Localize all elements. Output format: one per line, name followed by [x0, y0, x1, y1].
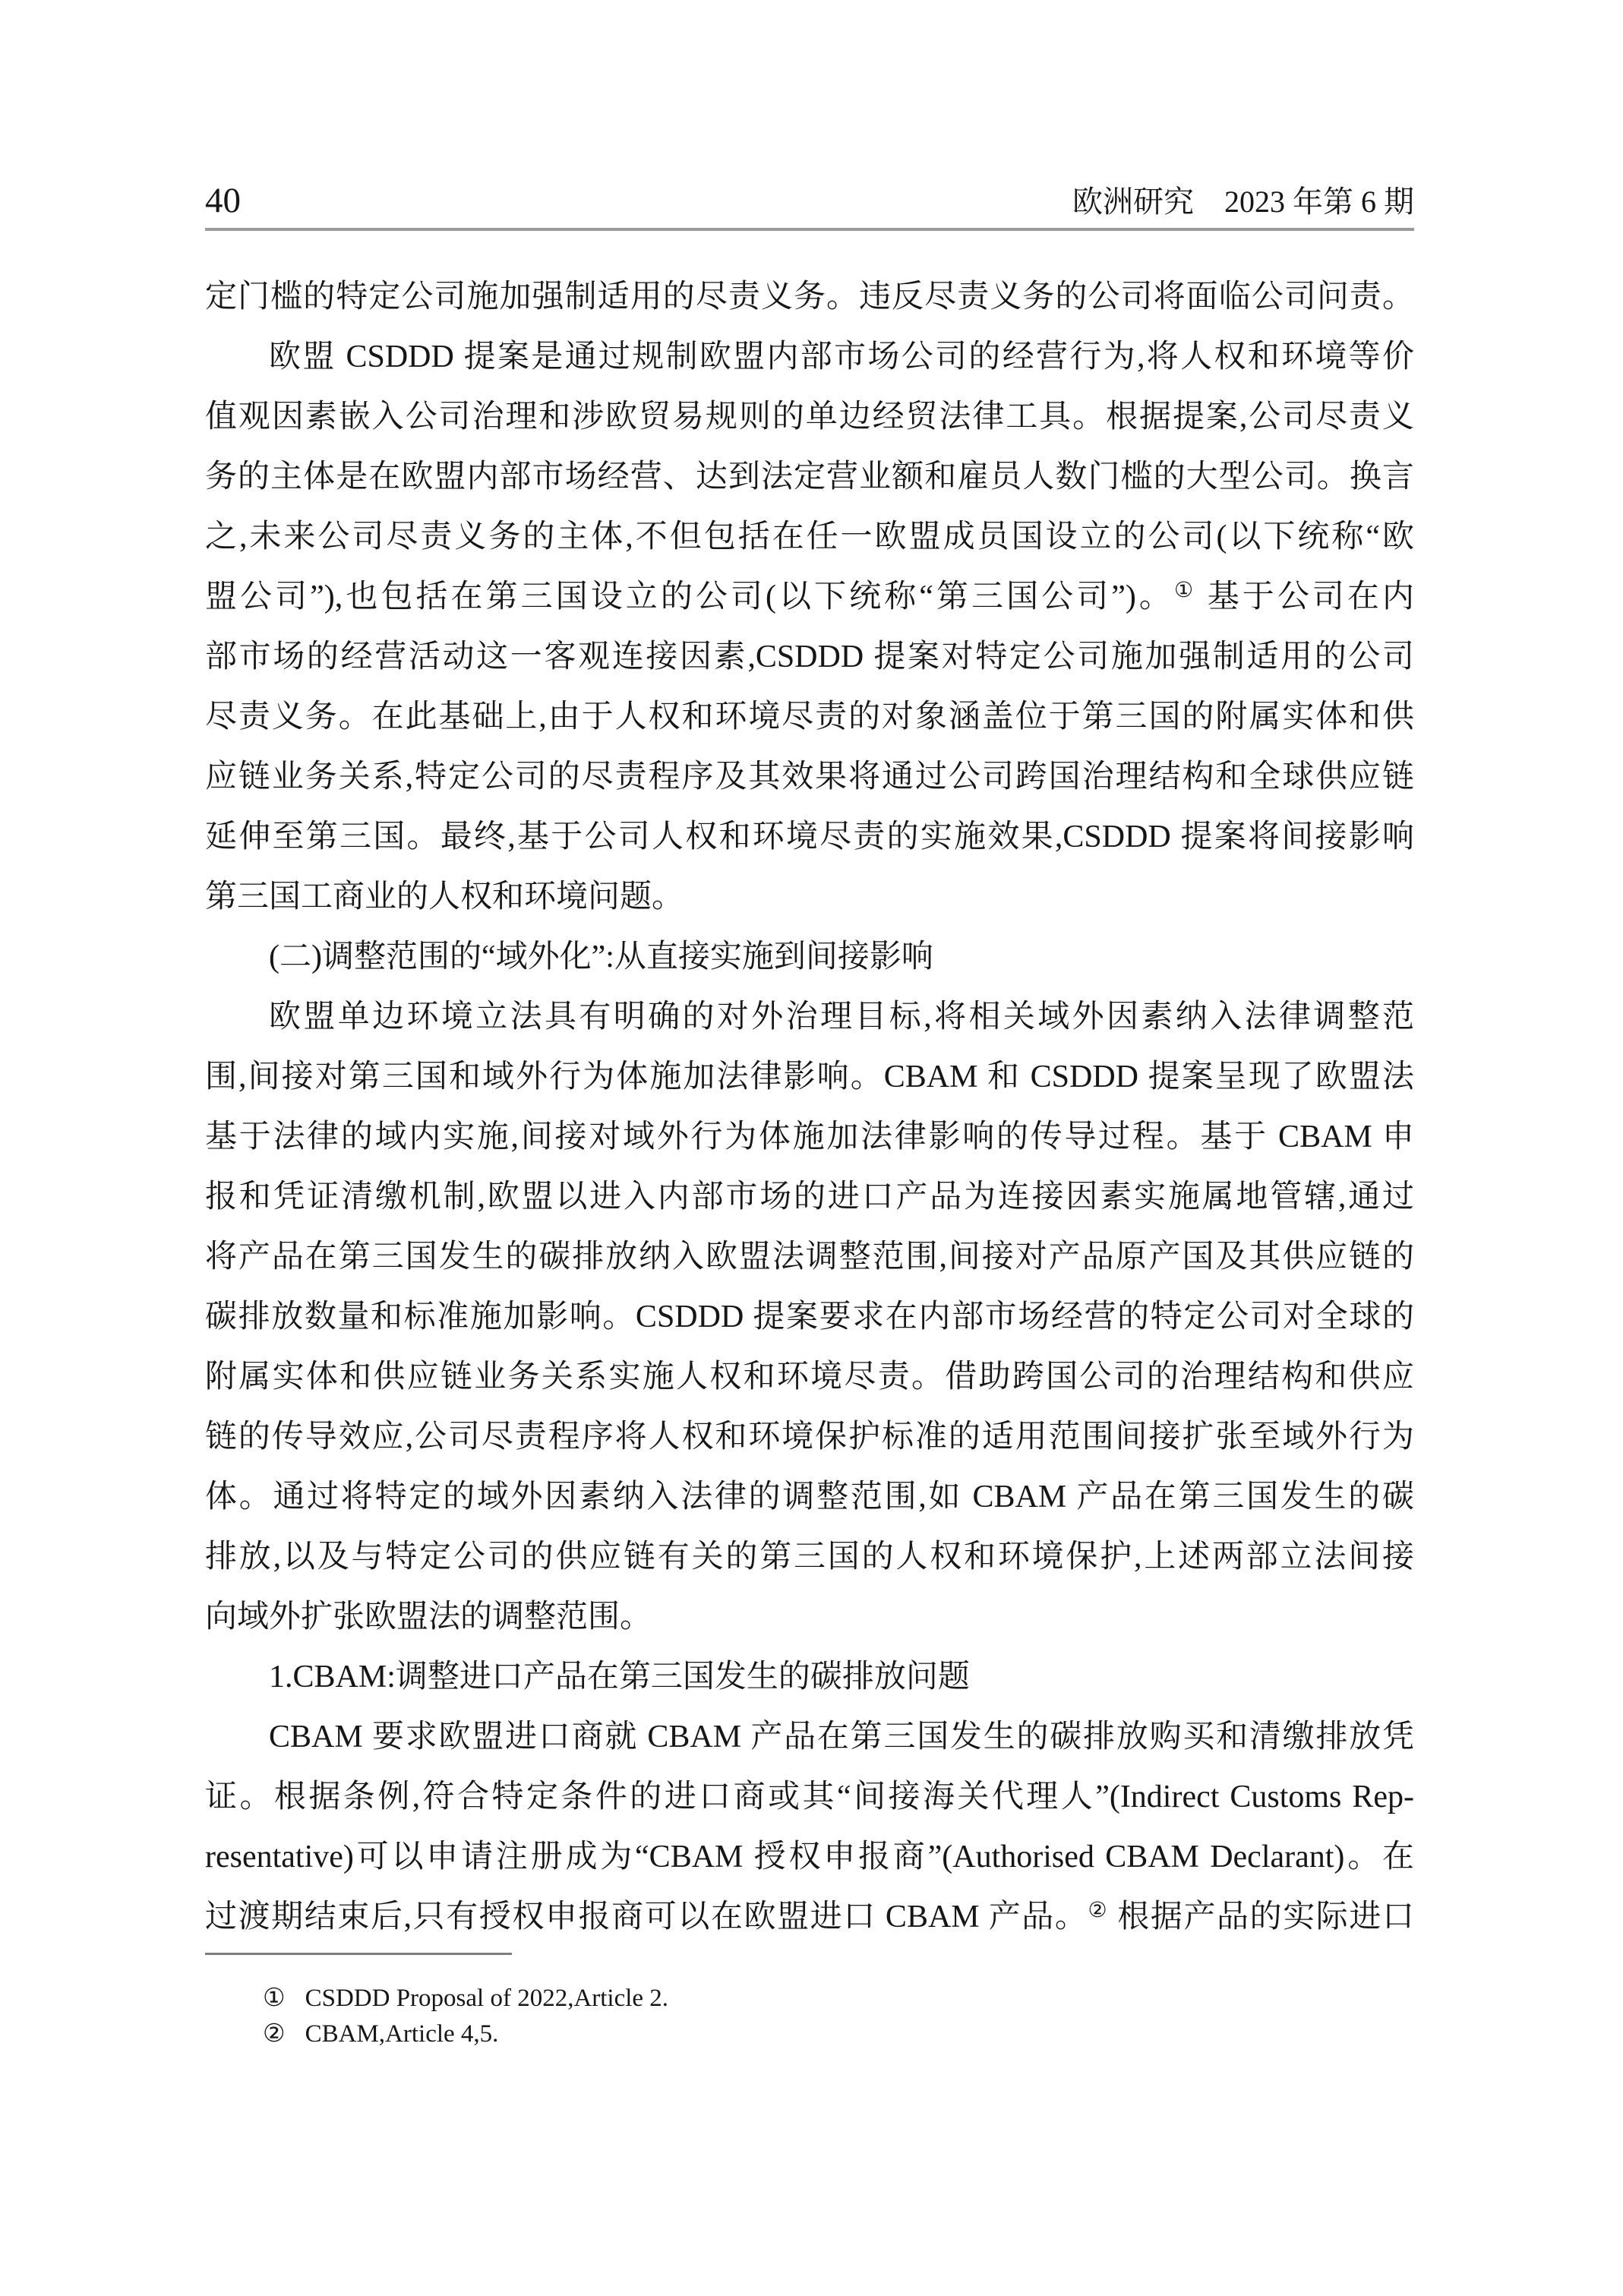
- body-line: 第三国工商业的人权和环境问题。: [205, 880, 684, 914]
- body-line: 基于法律的域内实施,间接对域外行为体施加法律影响的传导过程。基于 CBAM 申: [205, 1120, 1414, 1154]
- body-line: 部市场的经营活动这一客观连接因素,CSDDD 提案对特定公司施加强制适用的公司: [205, 640, 1414, 674]
- footnotes: [205, 1981, 1414, 2052]
- footnote-number-icon: ①: [263, 1985, 286, 2012]
- body-line: 证。根据条例,符合特定条件的进口商或其“间接海关代理人”(Indirect Customs Rep-: [205, 1780, 1414, 1814]
- section-heading-line: 1.CBAM:调整进口产品在第三国发生的碳排放问题: [269, 1660, 970, 1694]
- body-line: 排放,以及与特定公司的供应链有关的第三国的人权和环境保护,上述两部立法间接: [205, 1540, 1414, 1574]
- body-line: 报和凭证清缴机制,欧盟以进入内部市场的进口产品为连接因素实施属地管辖,通过: [205, 1180, 1414, 1214]
- body-line: resentative)可以申请注册成为“CBAM 授权申报商”(Authorised CBAM Declarant)。在: [205, 1840, 1414, 1874]
- body-line: 体。通过将特定的域外因素纳入法律的调整范围,如 CBAM 产品在第三国发生的碳: [205, 1480, 1414, 1514]
- header-rule: [205, 228, 1414, 231]
- body-line: 欧盟 CSDDD 提案是通过规制欧盟内部市场公司的经营行为,将人权和环境等价: [269, 340, 1414, 374]
- footnote-ref-marker: ②: [1088, 1899, 1109, 1922]
- body-line: 向域外扩张欧盟法的调整范围。: [205, 1600, 652, 1634]
- footnote-text: CBAM,Article 4,5.: [305, 2020, 499, 2048]
- body-line: 定门槛的特定公司施加强制适用的尽责义务。违反尽责义务的公司将面临公司问责。: [205, 279, 1414, 314]
- body-line: 欧盟单边环境立法具有明确的对外治理目标,将相关域外因素纳入法律调整范: [269, 1000, 1414, 1034]
- body-line: 延伸至第三国。最终,基于公司人权和环境尽责的实施效果,CSDDD 提案将间接影响: [205, 820, 1414, 854]
- section-heading-line: (二)调整范围的“域外化”:从直接实施到间接影响: [269, 940, 933, 974]
- body-line: 链的传导效应,公司尽责程序将人权和环境保护标准的适用范围间接扩张至域外行为: [205, 1420, 1414, 1454]
- footnote-text: CSDDD Proposal of 2022,Article 2.: [305, 1985, 669, 2012]
- body-line: 将产品在第三国发生的碳排放纳入欧盟法调整范围,间接对产品原产国及其供应链的: [205, 1240, 1414, 1274]
- body-line: 值观因素嵌入公司治理和涉欧贸易规则的单边经贸法律工具。根据提案,公司尽责义: [205, 400, 1414, 434]
- running-head: [205, 173, 1414, 223]
- footnote-item: [205, 2017, 1414, 2052]
- journal-issue-title: 欧洲研究 2023 年第 6 期: [1072, 185, 1414, 219]
- body-line: 之,未来公司尽责义务的主体,不但包括在任一欧盟成员国设立的公司(以下统称“欧: [205, 520, 1414, 554]
- footnote-number-icon: ②: [263, 2020, 286, 2048]
- footnote-ref-marker: ①: [1173, 579, 1197, 602]
- body-line: CBAM 要求欧盟进口商就 CBAM 产品在第三国发生的碳排放购买和清缴排放凭: [269, 1720, 1414, 1754]
- body-line: 过渡期结束后,只有授权申报商可以在欧盟进口 CBAM 产品。② 根据产品的实际进口: [205, 1899, 1414, 1934]
- body-line: 附属实体和供应链业务关系实施人权和环境尽责。借助跨国公司的治理结构和供应: [205, 1360, 1414, 1394]
- footnote-rule: [205, 1953, 512, 1955]
- body-line: 盟公司”),也包括在第三国设立的公司(以下统称“第三国公司”)。① 基于公司在内: [205, 579, 1414, 614]
- body-line: 围,间接对第三国和域外行为体施加法律影响。CBAM 和 CSDDD 提案呈现了欧盟法: [205, 1060, 1414, 1094]
- footnote-item: [205, 1981, 1414, 2017]
- body-line: 尽责义务。在此基础上,由于人权和环境尽责的对象涵盖位于第三国的附属实体和供: [205, 700, 1414, 734]
- body-line: 应链业务关系,特定公司的尽责程序及其效果将通过公司跨国治理结构和全球供应链: [205, 760, 1414, 794]
- body-line: 务的主体是在欧盟内部市场经营、达到法定营业额和雇员人数门槛的大型公司。换言: [205, 460, 1414, 494]
- body-text: [205, 267, 1414, 1947]
- body-line: 碳排放数量和标准施加影响。CSDDD 提案要求在内部市场经营的特定公司对全球的: [205, 1300, 1414, 1334]
- page-number: 40: [205, 181, 241, 220]
